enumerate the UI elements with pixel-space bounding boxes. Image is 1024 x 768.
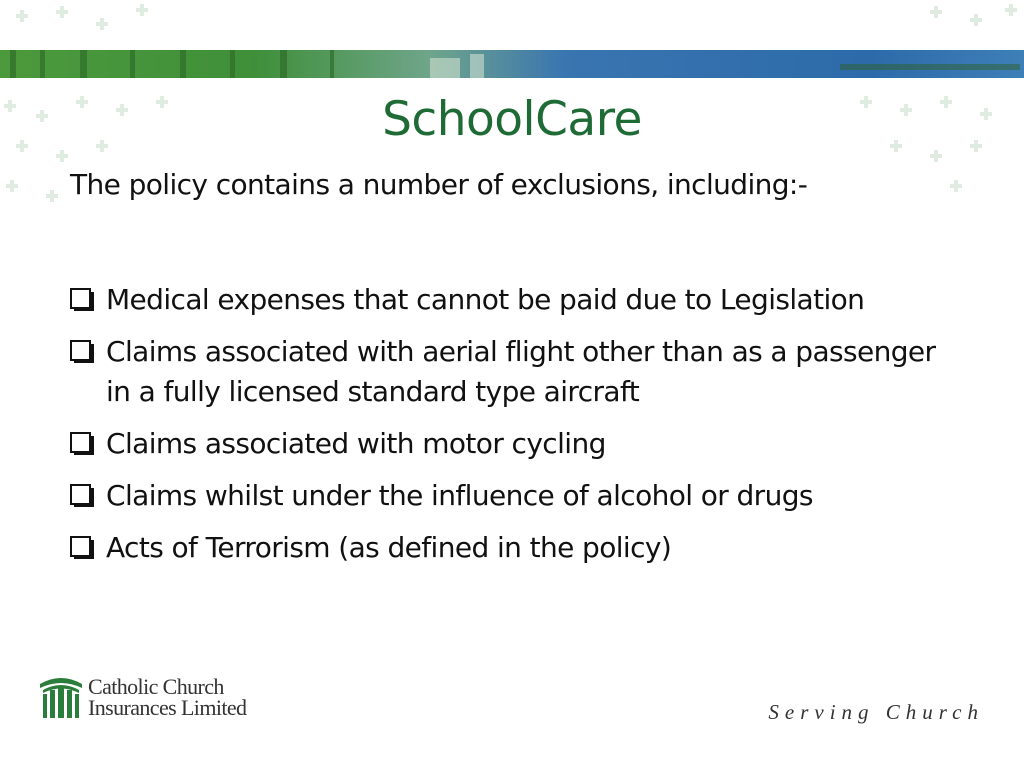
bullet-text: Claims associated with aerial flight other than as a passenger in a fully licensed standard type aircraft xyxy=(106,335,936,408)
bullet-text: Medical expenses that cannot be paid due to Legislation xyxy=(106,283,865,316)
checkbox-icon xyxy=(68,528,98,568)
logo-name-line1: Catholic Church xyxy=(88,674,224,699)
list-item xyxy=(68,424,968,464)
checkbox-icon xyxy=(68,424,98,464)
slide-subtitle: The policy contains a number of exclusions, including:- xyxy=(70,168,808,201)
checkbox-icon xyxy=(68,280,98,320)
checkbox-icon xyxy=(68,332,98,372)
checkbox-icon xyxy=(68,476,98,516)
list-item xyxy=(68,476,968,516)
list-item xyxy=(68,332,968,412)
bullet-text: Claims whilst under the influence of alcohol or drugs xyxy=(106,479,813,512)
logo-name-line2: Insurances Limited xyxy=(88,695,247,720)
slide-title: SchoolCare xyxy=(382,92,642,147)
company-logo xyxy=(40,676,246,718)
bullet-text: Claims associated with motor cycling xyxy=(106,427,606,460)
bullet-text: Acts of Terrorism (as defined in the policy) xyxy=(106,531,672,564)
header-banner xyxy=(0,50,1024,78)
list-item xyxy=(68,280,968,320)
list-item xyxy=(68,528,968,568)
tagline: Serving Church xyxy=(768,700,984,724)
exclusions-list xyxy=(68,280,968,580)
wheat-sheaf-icon xyxy=(40,676,82,718)
